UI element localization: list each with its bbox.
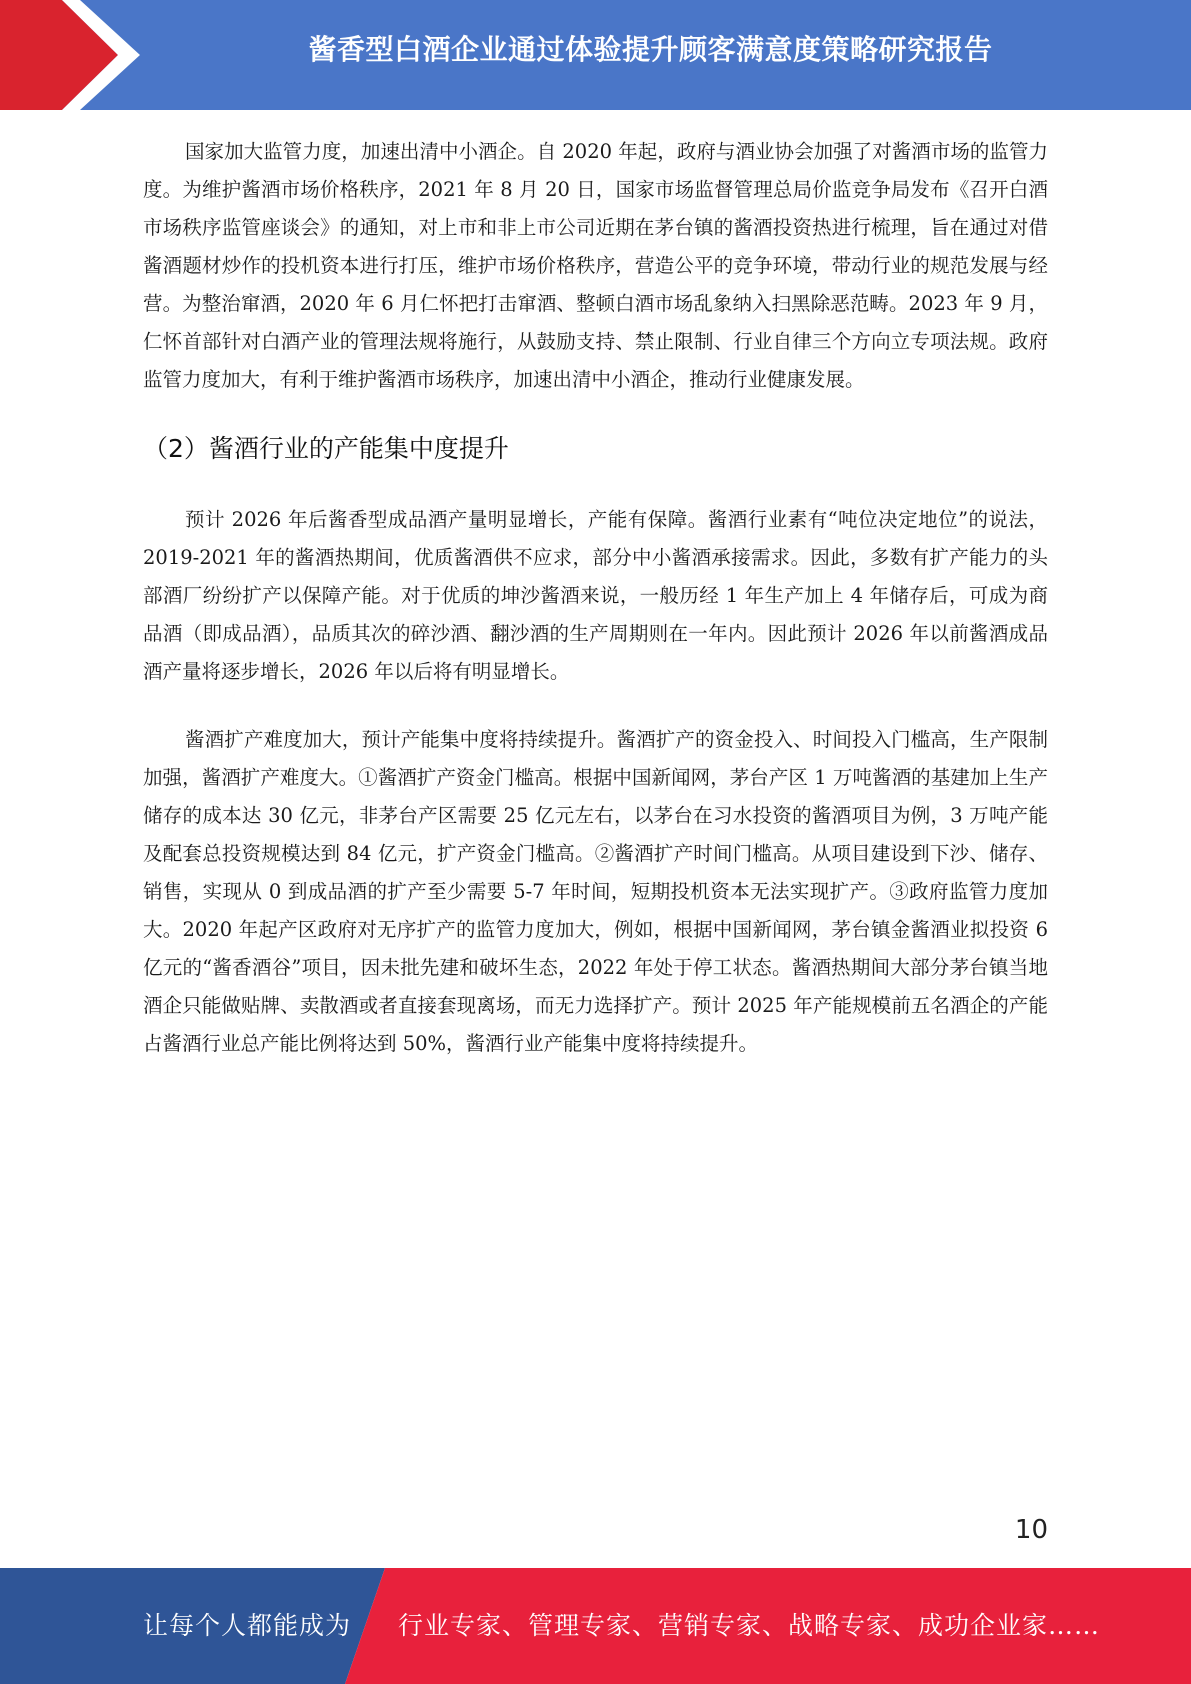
header-arrow-decoration [0,0,160,110]
header-banner [0,0,1191,110]
paragraph-capacity-concentration: 酱酒扩产难度加大，预计产能集中度将持续提升。酱酒扩产的资金投入、时间投入门槛高，生产限制加强，酱酒扩产难度大。①酱酒扩产资金门槛高。根据中国新闻网，茅台产区 1 万吨酱酒的基建加上生产储存的成本达 30 亿元，非茅台产区需要 25 亿元左右，以茅台在习水投资的酱酒项目为例，3 万吨产能及配套总投资规模达到 84 亿元，扩产资金门槛高。②酱酒扩产时间门槛高。从项目建设到下沙、储存、销售，实现从 0 到成品酒的扩产至少需要 5-7 年时间，短期投机资本无法实现扩产。③政府监管力度加大。2020 年起产区政府对无序扩产的监管力度加大，例如，根据中国新闻网，茅台镇金酱酒业拟投资 6 亿元的“酱香酒谷”项目，因未批先建和破坏生态，2022 年处于停工状态。酱酒热期间大部分茅台镇当地酒企只能做贴牌、卖散酒或者直接套现离场，而无力选择扩产。预计 2025 年产能规模前五名酒企的产能占酱酒行业总产能比例将达到 50%，酱酒行业产能集中度将持续提升。 [143,728,1048,1055]
section-heading: （2）酱酒行业的产能集中度提升 [143,434,509,463]
footer-slogan-right: 行业专家、管理专家、营销专家、战略专家、成功企业家…… [398,1611,1101,1640]
footer-slogan-left: 让每个人都能成为 [143,1611,352,1640]
report-title: 酱香型白酒企业通过体验提升顾客满意度策略研究报告 [308,33,993,66]
page-body [143,133,1048,1063]
footer-banner [0,1568,1191,1684]
paragraph-production-growth: 预计 2026 年后酱香型成品酒产量明显增长，产能有保障。酱酒行业素有“吨位决定地位”的说法，2019-2021 年的酱酒热期间，优质酱酒供不应求，部分中小酱酒承接需求。因此，多数有扩产能力的头部酒厂纷纷扩产以保障产能。对于优质的坤沙酱酒来说，一般历经 1 年生产加上 4 年储存后，可成为商品酒（即成品酒），品质其次的碎沙酒、翻沙酒的生产周期则在一年内。因此预计 2026 年以前酱酒成品酒产量将逐步增长，2026 年以后将有明显增长。 [143,508,1048,683]
paragraph-regulation: 国家加大监管力度，加速出清中小酒企。自 2020 年起，政府与酒业协会加强了对酱酒市场的监管力度。为维护酱酒市场价格秩序，2021 年 8 月 20 日，国家市场监督管理总局价监竞争局发布《召开白酒市场秩序监管座谈会》的通知，对上市和非上市公司近期在茅台镇的酱酒投资热进行梳理，旨在通过对借酱酒题材炒作的投机资本进行打压，维护市场价格秩序，营造公平的竞争环境，带动行业的规范发展与经营。为整治窜酒，2020 年 6 月仁怀把打击窜酒、整顿白酒市场乱象纳入扫黑除恶范畴。2023 年 9 月，仁怀首部针对白酒产业的管理法规将施行，从鼓励支持、禁止限制、行业自律三个方向立专项法规。政府监管力度加大，有利于维护酱酒市场秩序，加速出清中小酒企，推动行业健康发展。 [143,140,1048,391]
page-number: 10 [1014,1515,1048,1545]
